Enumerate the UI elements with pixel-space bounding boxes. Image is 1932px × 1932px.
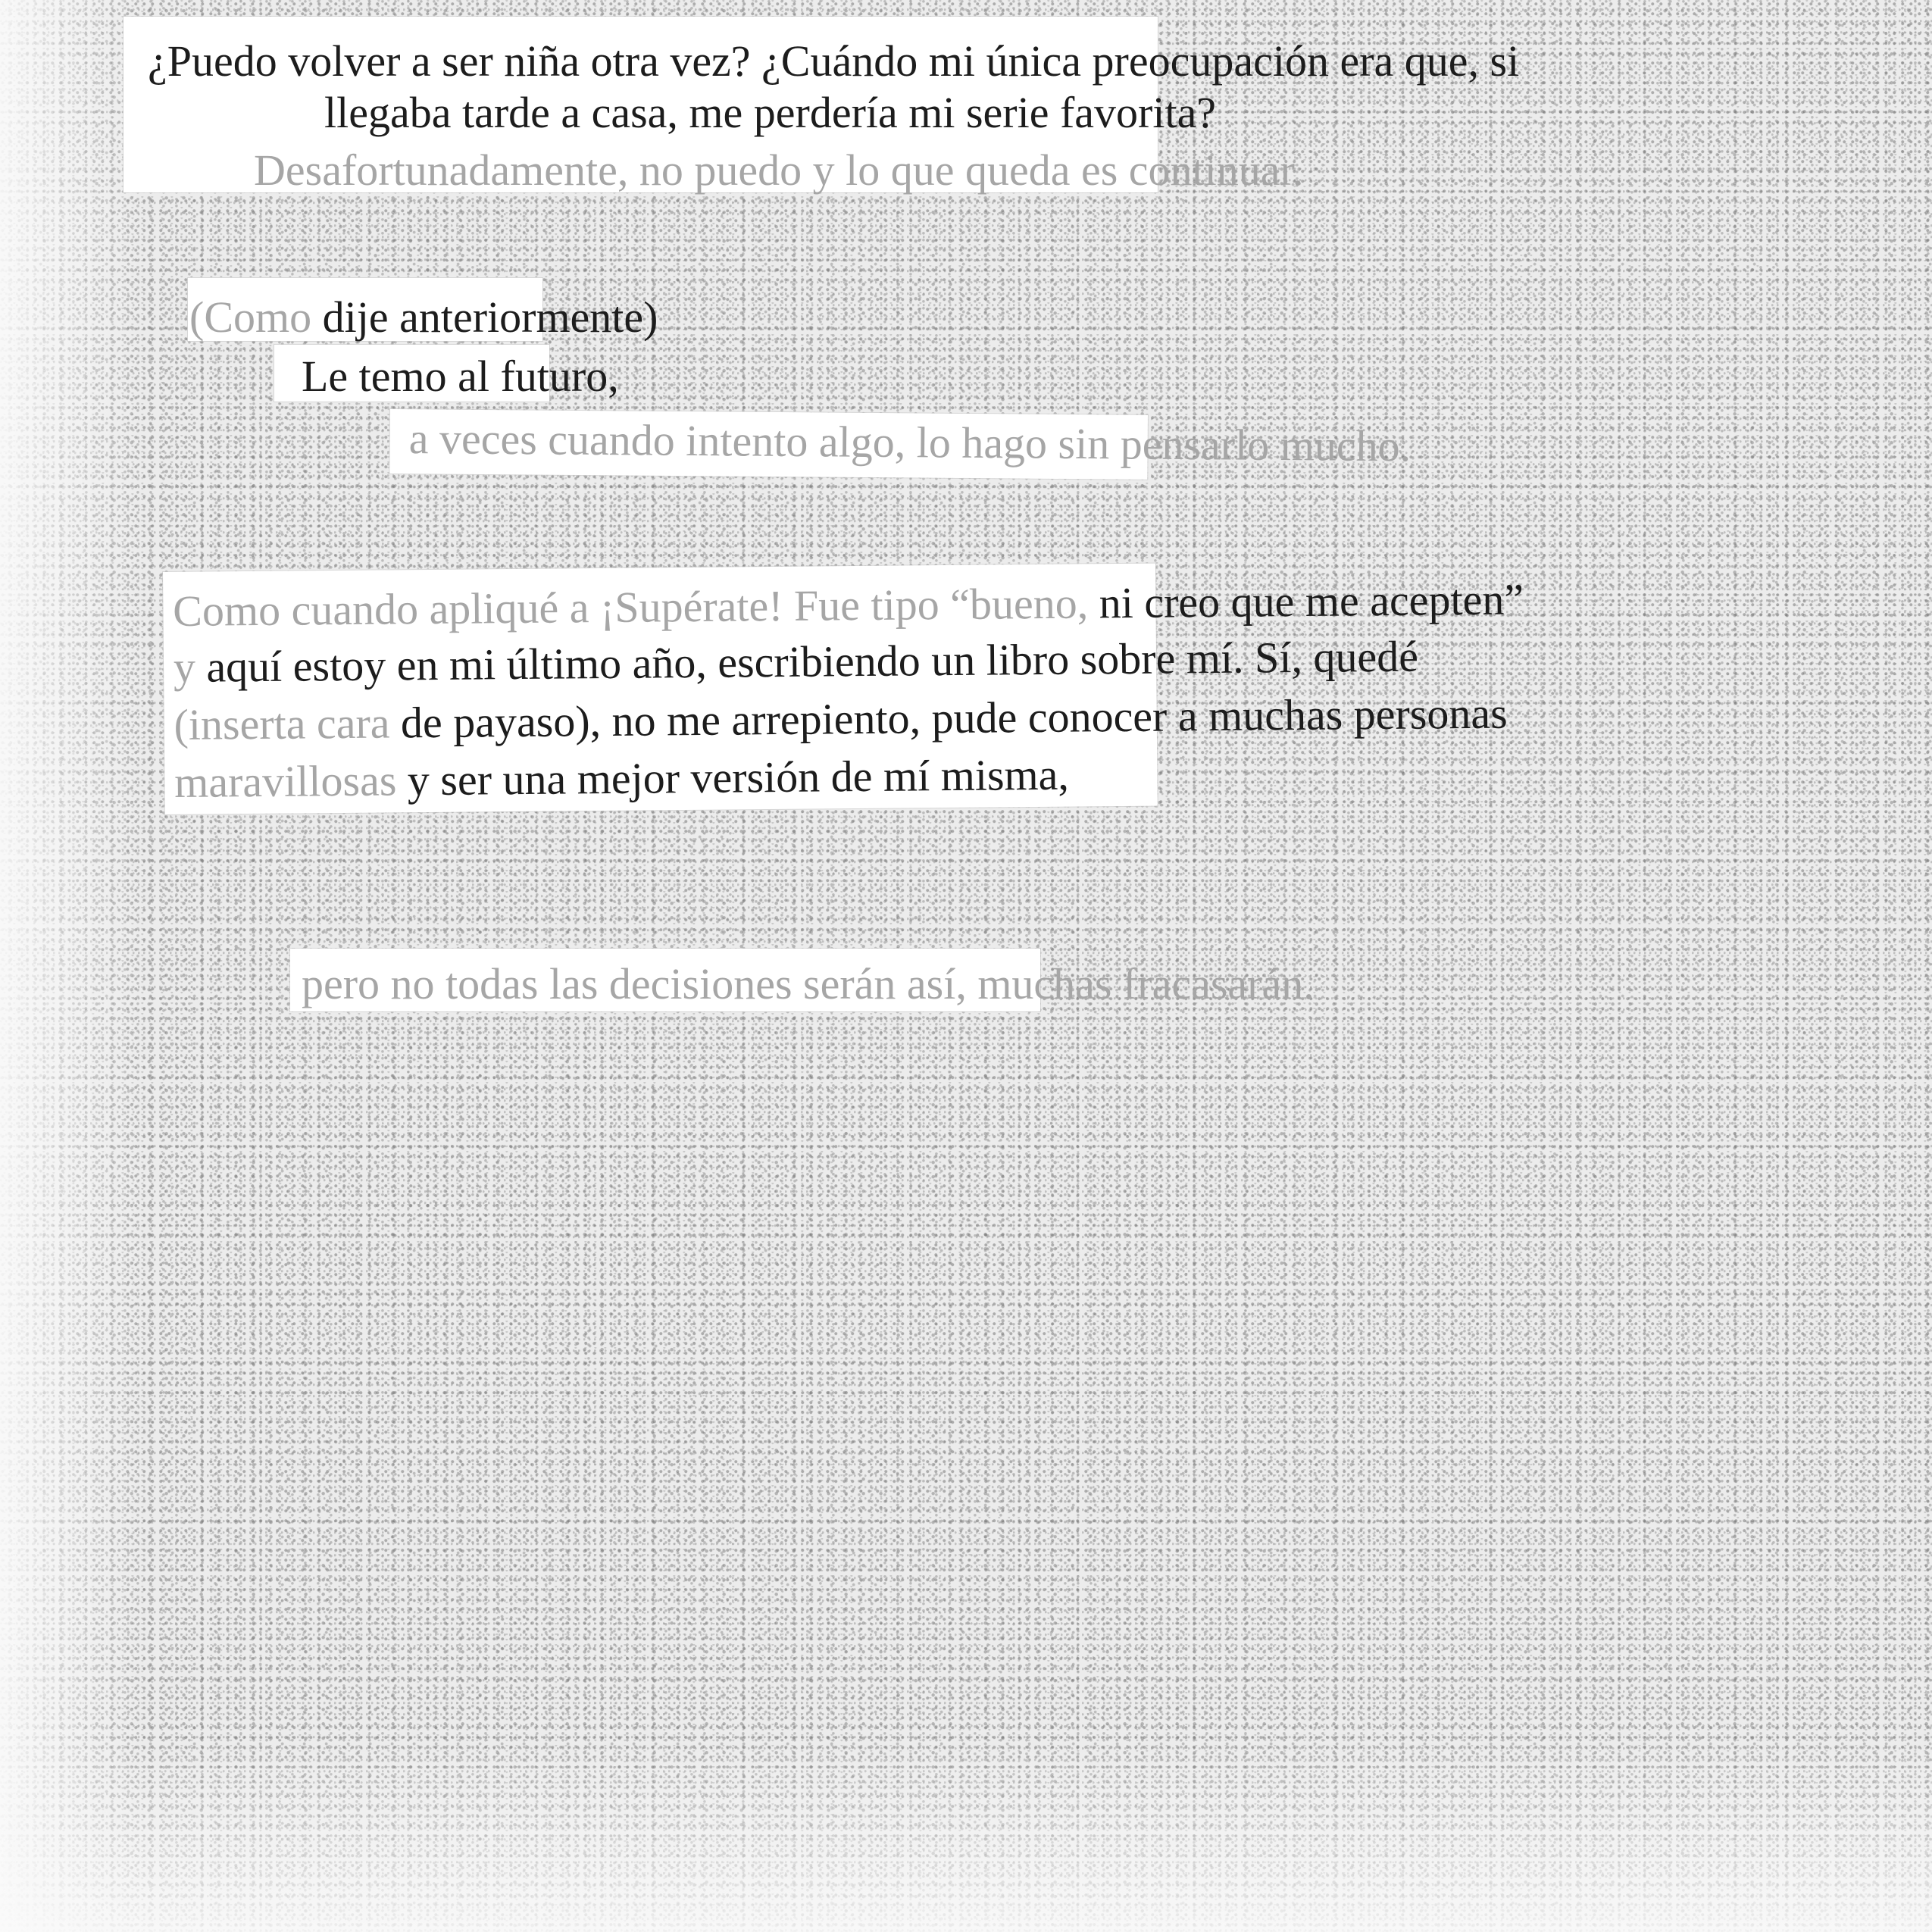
strip-5-text-block (172, 574, 1524, 817)
strip-2-rest: dije anteriormente) (322, 292, 658, 342)
strip-5-line-3-light: (inserta cara (174, 698, 390, 749)
strip-5-line-2 (173, 631, 1419, 692)
strip-1-line-3: Desafortunadamente, no puedo y lo que queda es continuar. (254, 145, 1304, 195)
strip-1-line-1: ¿Puedo volver a ser niña otra vez? ¿Cuándo mi única preocupación era que, si (148, 36, 1520, 86)
strip-6-text: pero no todas las decisiones serán así, muchas fracasarán. (302, 959, 1315, 1008)
strip-5-line-4-dark: y ser una mejor versión de mí misma, (407, 749, 1070, 805)
strip-5-line-1-dark: ni creo que me acepten” (1099, 574, 1524, 628)
strip-2-open-paren: (Como (189, 292, 312, 342)
strip-5-line-2-light: y (173, 642, 196, 692)
strip-5-line-4-light: maravillosas (174, 755, 397, 807)
strip-4-text: a veces cuando intento algo, lo hago sin pensarlo mucho. (408, 414, 1411, 471)
strip-5-line-3-dark: de payaso), no me arrepiento, pude conocer a muchas personas (400, 688, 1508, 748)
strip-3-text: Le temo al futuro, (302, 352, 619, 401)
strip-5-line-2-dark: aquí estoy en mi último año, escribiendo un libro sobre mí. Sí, quedé (206, 631, 1419, 692)
strip-1-line-2: llegaba tarde a casa, me perdería mi serie favorita? (324, 88, 1217, 137)
strip-2-text (189, 292, 658, 342)
background-fade-left (0, 0, 144, 1932)
background-fade-bottom (0, 1743, 1932, 1932)
strip-5-line-1-light: Como cuando apliqué a ¡Supérate! Fue tipo “bueno, (172, 578, 1089, 636)
strip-5-line-4 (174, 749, 1070, 807)
strip-5-line-1 (172, 574, 1524, 636)
strip-5-line-3 (174, 688, 1508, 749)
